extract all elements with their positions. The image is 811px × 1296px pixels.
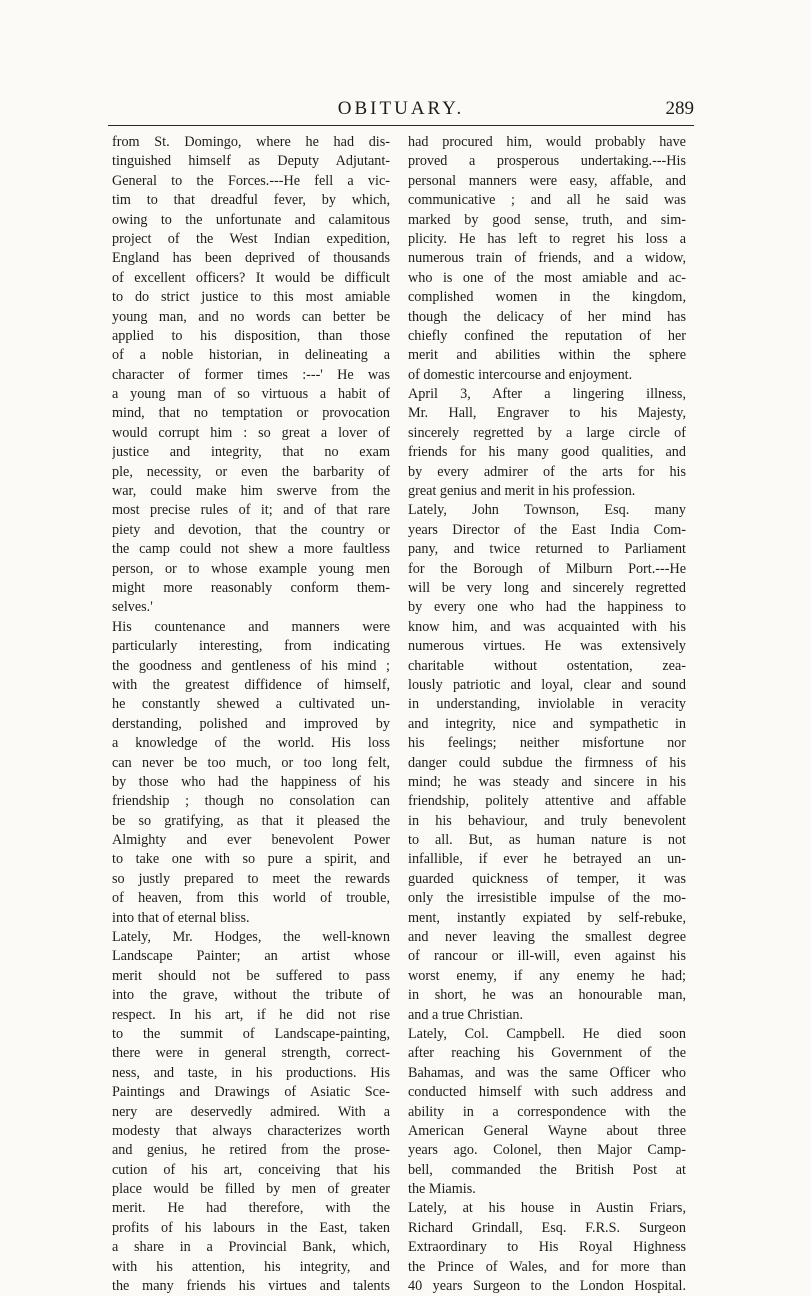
text-line: numerous train of friends, and a widow, (408, 250, 686, 267)
text-line: so justly prepared to meet the rewards (112, 870, 390, 887)
text-line: of a noble historian, in delineating a (112, 347, 390, 364)
text-line: sincerely regretted by a large circle of (408, 424, 686, 441)
text-line: tinguished himself as Deputy Adjutant- (112, 153, 390, 170)
text-line: General to the Forces.---He fell a vic- (112, 172, 390, 189)
text-line: friendship ; though no consolation can (112, 793, 390, 810)
text-line: complished women in the kingdom, (408, 289, 686, 306)
text-line: ment, instantly expiated by self-rebuke, (408, 909, 686, 926)
text-line: chiefly confined the reputation of her (408, 327, 686, 344)
text-line: numerous virtues. He was extensively (408, 638, 686, 655)
right-column (408, 133, 686, 1296)
text-line: selves.' (112, 599, 153, 616)
text-line: might more reasonably conform them- (112, 579, 390, 596)
text-line: person, or to whose example young men (112, 560, 390, 577)
text-line: years ago. Colonel, then Major Camp- (408, 1142, 686, 1159)
text-line: know him, and was acquainted with his (408, 618, 686, 635)
text-line: in his behaviour, and truly benevolent (408, 812, 686, 829)
text-line: His countenance and manners were (112, 618, 390, 635)
text-line: Lately, John Townson, Esq. many (408, 502, 686, 519)
text-line: cution of his art, conceiving that his (112, 1161, 390, 1178)
text-line: place would be filled by men of greater (112, 1181, 390, 1198)
text-line: charitable without ostentation, zea- (408, 657, 686, 674)
text-line: to do strict justice to this most amiable (112, 289, 390, 306)
text-line: into that of eternal bliss. (112, 909, 250, 926)
text-line: of rancour or ill-will, even against his (408, 948, 686, 965)
text-line: ability in a correspondence with the (408, 1103, 686, 1120)
text-line: Lately, at his house in Austin Friars, (408, 1200, 686, 1217)
text-line: can never be too much, or too long felt, (112, 754, 390, 771)
text-line: for the Borough of Milburn Port.---He (408, 560, 686, 577)
text-line: the goodness and gentleness of his mind ; (112, 657, 390, 674)
text-line: of heaven, from this world of trouble, (112, 890, 390, 907)
text-line: of excellent officers? It would be difficult (112, 269, 390, 286)
text-line: Lately, Col. Campbell. He died soon (408, 1025, 686, 1042)
text-line: nery are deservedly admired. With a (112, 1103, 390, 1120)
text-line: merit and abilities within the sphere (408, 347, 686, 364)
text-line: in understanding, inviolable in veracity (408, 696, 686, 713)
text-line: justice and integrity, that no exam (112, 444, 390, 461)
text-line: from St. Domingo, where he had dis- (112, 134, 390, 150)
text-line: he constantly shewed a cultivated un- (112, 696, 390, 713)
text-line: Extraordinary to His Royal Highness (408, 1239, 686, 1256)
page-title: OBITUARY. (337, 98, 465, 119)
header-rule (108, 125, 694, 126)
text-line: lously patriotic and loyal, clear and sound (408, 676, 686, 693)
text-line: American General Wayne about three (408, 1122, 686, 1139)
text-line: character of former times :---' He was (112, 366, 390, 383)
text-line: a share in a Provincial Bank, which, (112, 1239, 390, 1256)
text-line: the Miamis. (408, 1181, 476, 1198)
text-line: would corrupt him : so great a lover of (112, 424, 390, 441)
text-line: by every admirer of the arts for his (408, 463, 686, 480)
text-line: mind; he was steady and sincere in his (408, 773, 686, 790)
text-line: danger could subdue the firmness of his (408, 754, 686, 771)
text-line: and integrity, nice and sympathetic in (408, 715, 686, 732)
text-line: the many friends his virtues and talents (112, 1278, 390, 1295)
text-line: to the summit of Landscape-painting, (112, 1025, 390, 1042)
text-line: most precise rules of it; and of that rare (112, 502, 390, 519)
text-line: England has been deprived of thousands (112, 250, 390, 267)
text-line: applied to his disposition, than those (112, 327, 390, 344)
text-line: Landscape Painter; an artist whose (112, 948, 390, 965)
text-line: by those who had the happiness of his (112, 773, 390, 790)
text-line: plicity. He has left to regret his loss a (408, 230, 686, 247)
text-line: modesty that always characterizes worth (112, 1122, 390, 1139)
text-line: and genius, he retired from the prose- (112, 1142, 390, 1159)
text-line: of domestic intercourse and enjoyment. (408, 366, 633, 383)
text-line: friends for his many good qualities, and (408, 444, 686, 461)
text-line: owing to the unfortunate and calamitous (112, 211, 390, 228)
text-line: profits of his labours in the East, taken (112, 1219, 390, 1236)
text-line: great genius and merit in his profession. (408, 483, 636, 500)
text-line: worst enemy, if any enemy he had; (408, 967, 686, 984)
text-line: a knowledge of the world. His loss (112, 735, 390, 752)
text-line: by every one who had the happiness to (408, 599, 686, 616)
text-line: war, could make him swerve from the (112, 483, 390, 500)
text-line: in short, he was an honourable man, (408, 987, 686, 1004)
text-line: Paintings and Drawings of Asiatic Sce- (112, 1084, 390, 1101)
text-line: merit should not be suffered to pass (112, 967, 390, 984)
text-line: the camp could not shew a more faultless (112, 541, 390, 558)
text-line: a young man of so virtuous a habit of (112, 386, 390, 403)
text-line: and a true Christian. (408, 1006, 524, 1023)
text-line: April 3, After a lingering illness, (408, 386, 686, 403)
text-line: respect. In his art, if he did not rise (112, 1006, 390, 1023)
page-header (108, 98, 694, 128)
text-line: merit. He had therefore, with the (112, 1200, 390, 1217)
text-line: Almighty and ever benevolent Power (112, 832, 390, 849)
text-line: his feelings; neither misfortune nor (408, 735, 686, 752)
text-line: ple, necessity, or even the barbarity of (112, 463, 390, 480)
text-line: Mr. Hall, Engraver to his Majesty, (408, 405, 686, 422)
text-line: mind, that no temptation or provocation (112, 405, 390, 422)
text-line: Bahamas, and was the same Officer who (408, 1064, 686, 1081)
page-number: 289 (665, 98, 694, 119)
text-line: though the delicacy of her mind has (408, 308, 686, 325)
text-line: bell, commanded the British Post at (408, 1161, 686, 1178)
text-line: ness, and taste, in his productions. His (112, 1064, 390, 1081)
text-line: after reaching his Government of the (408, 1045, 686, 1062)
text-line: infallible, if ever he betrayed an un- (408, 851, 686, 868)
text-line: particularly interesting, from indicating (112, 638, 390, 655)
text-line: years Director of the East India Com- (408, 521, 686, 538)
text-line: and never leaving the smallest degree (408, 929, 686, 946)
text-line: conducted himself with such address and (408, 1084, 686, 1101)
text-line: tim to that dreadful fever, by which, (112, 192, 390, 209)
text-line: had procured him, would probably have (408, 134, 686, 150)
text-line: will be very long and sincerely regretted (408, 579, 686, 596)
text-line: communicative ; and all he said was (408, 192, 686, 209)
text-line: with his attention, his integrity, and (112, 1258, 390, 1275)
text-line: proved a prosperous undertaking.---His (408, 153, 686, 170)
text-line: with the greatest diffidence of himself, (112, 676, 390, 693)
text-line: to all. But, as human nature is not (408, 832, 686, 849)
text-line: project of the West Indian expedition, (112, 230, 390, 247)
text-line: only the irresistible impulse of the mo- (408, 890, 686, 907)
text-line: Richard Grindall, Esq. F.R.S. Surgeon (408, 1219, 686, 1236)
text-line: friendship, politely attentive and affable (408, 793, 686, 810)
text-line: into the grave, without the tribute of (112, 987, 390, 1004)
text-line: pany, and twice returned to Parliament (408, 541, 686, 558)
text-line: there were in general strength, correct- (112, 1045, 390, 1062)
text-line: 40 years Surgeon to the London Hospital. (408, 1278, 686, 1295)
text-line: the Prince of Wales, and for more than (408, 1258, 686, 1275)
text-line: derstanding, polished and improved by (112, 715, 390, 732)
text-line: young man, and no words can better be (112, 308, 390, 325)
text-line: guarded quickness of temper, it was (408, 870, 686, 887)
left-column (112, 133, 390, 1296)
text-line: to take one with so pure a spirit, and (112, 851, 390, 868)
text-line: marked by good sense, truth, and sim- (408, 211, 686, 228)
text-line: piety and devotion, that the country or (112, 521, 390, 538)
text-line: personal manners were easy, affable, and (408, 172, 686, 189)
text-line: who is one of the most amiable and ac- (408, 269, 686, 286)
text-line: Lately, Mr. Hodges, the well-known (112, 929, 390, 946)
text-line: be so gratifying, as that it pleased the (112, 812, 390, 829)
